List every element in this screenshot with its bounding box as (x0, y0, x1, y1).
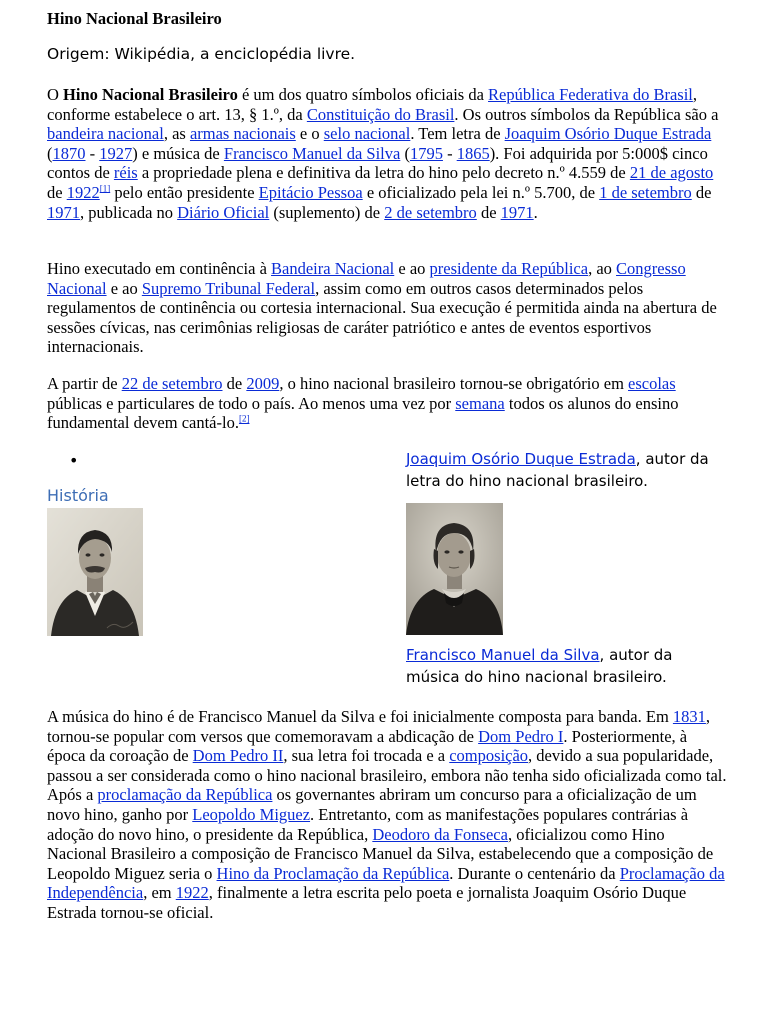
link-semana[interactable]: semana (455, 393, 505, 413)
link-composicao[interactable]: composição (449, 746, 529, 766)
text: públicas e particulares de todo o país. Ao menos uma vez por (47, 393, 456, 413)
text: . Posteriormente, à época da coroação de (47, 726, 688, 766)
link-hino-proclamacao[interactable]: Hino da Proclamação da República (216, 863, 450, 883)
bullet-dot: • (69, 451, 79, 470)
link-armas-nacionais[interactable]: armas nacionais (189, 124, 296, 144)
text: pelo então presidente (110, 182, 259, 202)
reference-1[interactable]: [1] (99, 183, 111, 194)
text: . Durante o centenário da (449, 863, 620, 883)
text: os governantes abriram um concurso para a oficialização de um novo hino, ganho por (47, 785, 697, 824)
text: é um dos quatro símbolos oficiais da (237, 85, 489, 104)
link-constituicao[interactable]: Constituição do Brasil (306, 104, 455, 124)
text: , em (143, 883, 176, 903)
text: e oficializado pela lei n.º 5.700, de (362, 182, 600, 202)
text: , conforme estabelece o art. 13, § 1.º, da (47, 85, 697, 124)
link-presidente[interactable]: presidente da República (429, 259, 589, 278)
link-escolas[interactable]: escolas (628, 374, 676, 393)
text: O (47, 85, 64, 104)
link-22-setembro[interactable]: 22 de setembro (121, 374, 223, 393)
text: e ao (106, 278, 142, 298)
link-2009[interactable]: 2009 (246, 374, 280, 393)
portrait-duque-estrada-drawing (47, 508, 143, 636)
caption-francisco-manuel (406, 644, 726, 688)
link-1865[interactable]: 1865 (456, 143, 490, 163)
text: , devido a sua popularidade, passou a ser considerada como o hino nacional brasileiro, embora não tenha sido oficializada como tal. Após a (47, 746, 727, 805)
text: ) e música de (132, 143, 224, 163)
portrait-francisco-manuel (406, 503, 503, 635)
origin-note: Origem: Wikipédia, a enciclopédia livre. (47, 45, 356, 63)
link-bandeira[interactable]: Bandeira Nacional (271, 259, 395, 278)
link-dom-pedro-i[interactable]: Dom Pedro I (478, 726, 564, 746)
link-1922-b[interactable]: 1922 (175, 883, 209, 903)
text: . (533, 202, 538, 222)
text: - (85, 143, 100, 163)
link-selo-nacional[interactable]: selo nacional (323, 124, 411, 144)
text: , ao (588, 259, 617, 278)
link-epitacio-pessoa[interactable]: Epitácio Pessoa (258, 182, 363, 202)
text: , o hino nacional brasileiro tornou-se obrigatório em (279, 374, 629, 393)
link-1971[interactable]: 1971 (47, 202, 80, 222)
link-bandeira-nacional[interactable]: bandeira nacional (47, 124, 164, 144)
link-diario-oficial[interactable]: Diário Oficial (177, 202, 270, 222)
link-congresso[interactable]: Congresso Nacional (47, 259, 686, 298)
text: ( (400, 143, 410, 163)
link-deodoro-fonseca[interactable]: Deodoro da Fonseca (372, 824, 508, 844)
text: , sua letra foi trocada e a (283, 746, 450, 766)
text: A música do hino é de Francisco Manuel da Silva e foi inicialmente composta para banda. Em (47, 707, 673, 726)
caption-text: , autor da letra do hino nacional brasileiro. (406, 450, 709, 490)
text: , publicada no (80, 202, 178, 222)
hymn-name-bold: Hino Nacional Brasileiro (63, 85, 238, 104)
link-1795[interactable]: 1795 (409, 143, 443, 163)
text: Hino executado em continência à (47, 259, 272, 278)
link-duque-estrada[interactable]: Joaquim Osório Duque Estrada (504, 124, 712, 144)
text: . Tem letra de (410, 124, 505, 144)
link-21-agosto[interactable]: 21 de agosto (629, 163, 714, 183)
text: (suplemento) de (269, 202, 385, 222)
link-1-setembro[interactable]: 1 de setembro (599, 182, 692, 202)
intro-paragraph (47, 85, 727, 222)
link-1971-b[interactable]: 1971 (500, 202, 534, 222)
text: , assim como em outros casos determinados pelos regulamentos de continência ou cortesia internacional. Sua execução é permitida ainda na abertura de sessões cívicas, nas cerimônias religiosas de caráter patriótico e antes de eventos esportivos internacionais. (47, 278, 717, 357)
text: de (222, 374, 247, 393)
text: de (476, 202, 501, 222)
text: - (442, 143, 457, 163)
obligation-paragraph (47, 374, 727, 433)
text: , oficializou como Hino Nacional Brasileiro a composição de Francisco Manuel da Silva, estabelecendo que a composição de Leopoldo Miguez seria o (47, 824, 714, 883)
portrait-duque-estrada (47, 508, 143, 636)
page-title: Hino Nacional Brasileiro (47, 9, 222, 28)
text: . Os outros símbolos da República são a (454, 104, 719, 124)
history-paragraph (47, 707, 727, 923)
caption-link-duque-estrada[interactable]: Joaquim Osório Duque Estrada (406, 450, 636, 468)
text: e ao (394, 259, 430, 278)
link-1870[interactable]: 1870 (52, 143, 86, 163)
text: ). Foi adquirida por 5:000$ cinco contos de (47, 143, 708, 183)
link-proclamacao-independencia[interactable]: Proclamação da Independência (47, 863, 725, 903)
text: a propriedade plena e definitiva da letra do hino pelo decreto n.º 4.559 de (137, 163, 630, 183)
usage-paragraph (47, 259, 727, 357)
caption-text: , autor da música do hino nacional brasileiro. (406, 646, 673, 686)
link-proclamacao-republica[interactable]: proclamação da República (97, 785, 273, 805)
text: todos os alunos do ensino fundamental devem cantá-lo. (47, 393, 679, 433)
text: , tornou-se popular com versos que comemoravam a abdicação de (47, 707, 711, 746)
portrait-francisco-manuel-drawing (406, 503, 503, 635)
reference-2[interactable]: [2] (238, 413, 250, 424)
link-francisco-manuel[interactable]: Francisco Manuel da Silva (223, 143, 401, 163)
text: , finalmente a letra escrita pelo poeta e jornalista Joaquim Osório Duque Estrada tornou-se oficial. (47, 883, 687, 922)
text: de (691, 182, 712, 202)
caption-link-francisco-manuel[interactable]: Francisco Manuel da Silva (406, 646, 600, 664)
link-2-setembro[interactable]: 2 de setembro (384, 202, 477, 222)
link-leopoldo-miguez[interactable]: Leopoldo Miguez (192, 804, 311, 824)
link-stf[interactable]: Supremo Tribunal Federal (141, 278, 316, 298)
text: ( (47, 143, 53, 163)
text: de (47, 182, 67, 202)
link-reis[interactable]: réis (113, 163, 138, 183)
text: A partir de (47, 374, 122, 393)
link-1922[interactable]: 1922 (66, 182, 100, 202)
text: e o (295, 124, 324, 144)
link-1927[interactable]: 1927 (99, 143, 133, 163)
link-1831[interactable]: 1831 (672, 707, 706, 726)
link-republica-federativa[interactable]: República Federativa do Brasil (488, 85, 693, 104)
caption-duque-estrada (406, 448, 726, 492)
section-heading-historia: História (47, 486, 109, 505)
text: , as (163, 124, 190, 144)
link-dom-pedro-ii[interactable]: Dom Pedro II (192, 746, 284, 766)
text: . Entretanto, com as manifestações populares contrárias à adoção do novo hino, o presidente da República, (47, 804, 689, 844)
